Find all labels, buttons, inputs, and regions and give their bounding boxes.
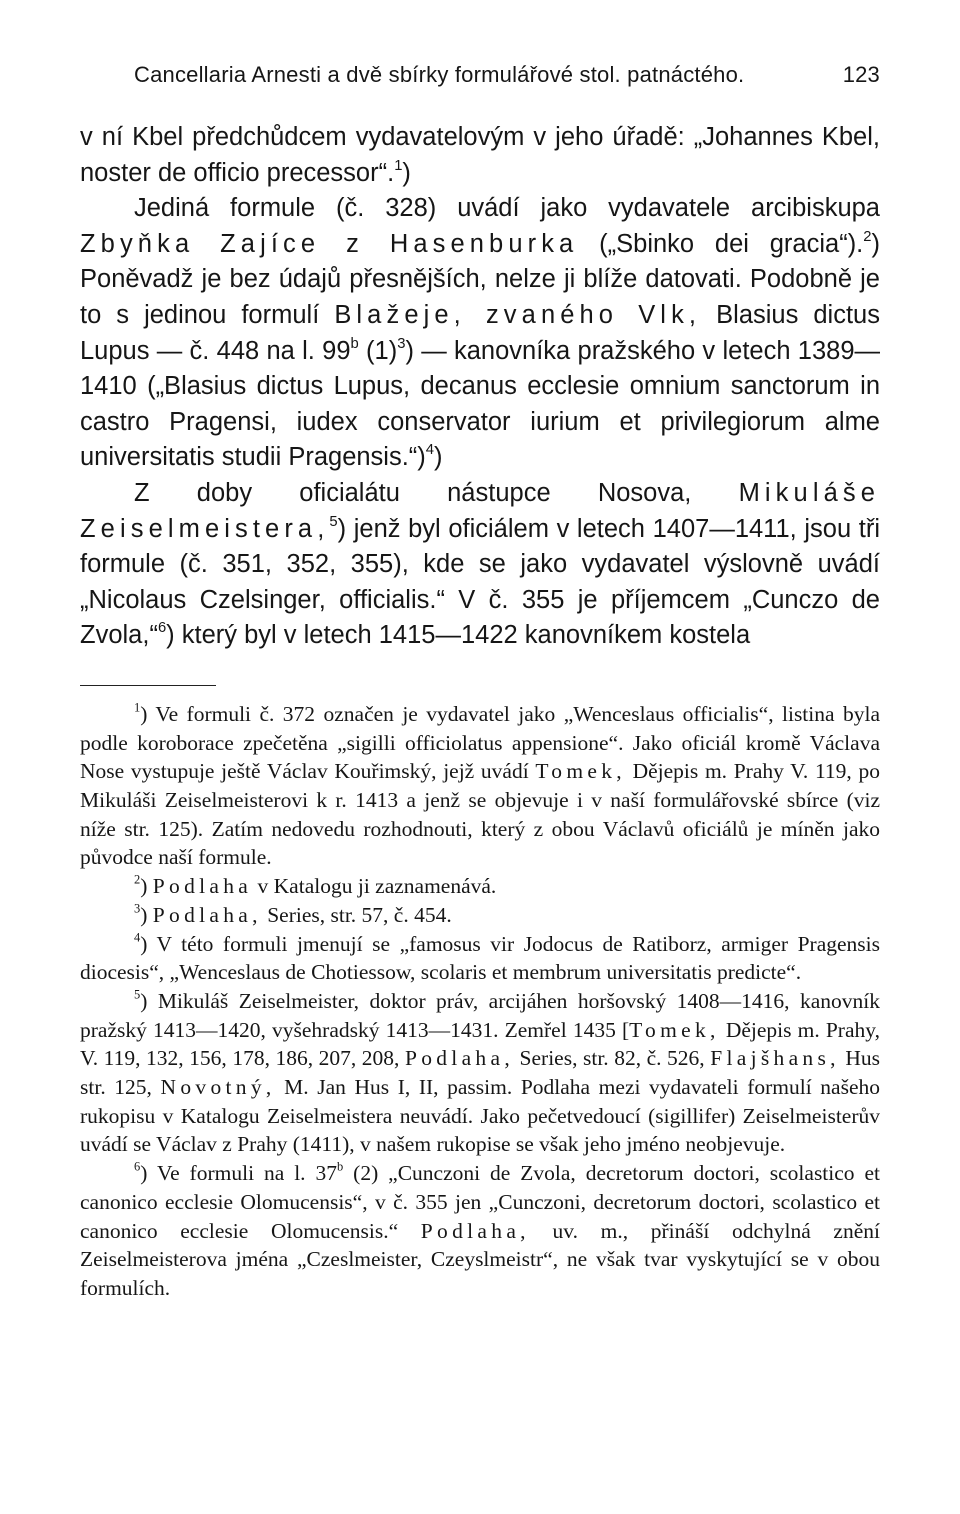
text-run: ) Ve formuli č. 372 označen je vydavatel jako „Wenceslaus officialis“, listina byla podle koroborace zpečetěna „sigilli officiolatus appensione“. Jako oficiál kromě Václava Nose vystupuje ještě Václav Kouřimský, jejž uvádí [80, 701, 880, 784]
footnote-mark: 4 [134, 930, 141, 945]
spaced-author: Novotný, [160, 1075, 276, 1100]
main-text [80, 120, 880, 654]
text-run: („Sbinko dei gracia“). [578, 229, 864, 258]
text-run: ) jenž byl oficiálem v letech 1407—1411, jsou tři formule (č. 351, 352, 355), kde se jako vydavatel výslovně uvádí „Nicolaus Czelsinger, officialis.“ V č. 355 je příjemcem „Cunczo de Zvola,“ [80, 514, 880, 650]
book-page [80, 62, 880, 1303]
footnote-mark: 1 [134, 700, 141, 715]
text-run: ) Ve formuli na l. 37 [140, 1161, 337, 1186]
text-run: Hus str. 125, [80, 1046, 880, 1100]
footnote-mark: 2 [134, 872, 141, 887]
spaced-name: Blažeje, zvaného Vlk, [334, 300, 702, 329]
footnote-divider [80, 685, 216, 686]
footnote-6 [80, 1159, 880, 1303]
running-title: Cancellaria Arnesti a dvě sbírky formulářové stol. patnáctého. [134, 62, 745, 87]
text-run: Dějepis m. Prahy V. 119, po Mikuláši Zeiselmeisterovi k r. 1413 a jenž se objevuje i v naší formulářovské sbírce (viz níže str. 125). Zatím nedovedu rozhodnouti, který z obou Václavů oficiálů je míněn jako původce naší formule. [80, 759, 880, 870]
running-header [80, 62, 880, 96]
text-run: ) [434, 443, 443, 472]
text-run: Series, str. 82, č. 526, [514, 1046, 711, 1071]
spaced-author: Tomek, [629, 1017, 720, 1042]
footnote-4 [80, 930, 880, 987]
footnote-ref-2: 2 [863, 228, 872, 245]
footnote-3 [80, 901, 880, 930]
footnote-ref-1: 1 [394, 157, 403, 174]
text-run: ) [140, 874, 153, 899]
text-run: ) [402, 158, 411, 187]
text-run: ) Poněvadž je bez údajů přesnějších, nelze ji blíže datovati. Podobně je to s jedinou formulí [80, 229, 880, 329]
folio-superscript: b [350, 335, 359, 352]
text-run: Blasius dictus Lupus — č. 448 na l. 99 [80, 300, 880, 365]
spaced-author: Podlaha, [420, 1218, 530, 1243]
text-run: uv. m., přináší odchylná znění Zeiselmeisterova jména „Czeslmeister, Czeyslmeistr“, ne však tvar vyskytující se v obou formulích. [80, 1218, 880, 1300]
page-number: 123 [842, 62, 880, 87]
spaced-author: Flajšhans, [710, 1046, 840, 1071]
footnote-mark: 6 [134, 1159, 141, 1174]
text-run: v Katalogu ji zaznamenává. [252, 874, 497, 899]
text-run: Z doby oficialátu nástupce Nosova, [134, 478, 739, 507]
spaced-author: Tomek, [535, 759, 626, 784]
footnote-mark: 5 [134, 987, 141, 1002]
text-run: Jediná formule (č. 328) uvádí jako vydavatele arcibiskupa [134, 194, 880, 223]
text-run: Series, str. 57, č. 454. [261, 902, 452, 927]
spaced-author: Podlaha, [404, 1046, 514, 1071]
footnote-ref-4: 4 [425, 442, 435, 459]
spaced-name: Mikuláše Zeiselmeistera, [80, 478, 880, 543]
footnote-mark: 3 [134, 901, 141, 916]
footnote-5 [80, 987, 880, 1159]
footnote-ref-3: 3 [397, 335, 406, 352]
footnote-ref-6: 6 [157, 620, 167, 637]
text-run: ) který byl v letech 1415—1422 kanovníkem kostela [166, 621, 751, 650]
footnote-2 [80, 872, 880, 901]
text-run: ) [140, 902, 153, 927]
paragraph-2 [80, 191, 880, 476]
footnotes [80, 700, 880, 1303]
folio-superscript: b [337, 1159, 344, 1174]
text-run: (2) „Cunczoni de Zvola, decretorum doctori, scolastico et canonico ecclesie Olomucensis“, v č. 355 jen „Cunczoni, decretorum doctori, scolastico et canonico ecclesie Olomucensis.“ [80, 1161, 881, 1243]
text-run: ) V této formuli jmenují se „famosus vir Jodocus de Ratiborz, armiger Pragensis diocesis“, „Wenceslaus de Chotiessow, scolaris et membrum universitatis predicte“. [80, 931, 880, 985]
footnote-ref-5: 5 [329, 513, 338, 530]
text-run: Dějepis m. Prahy, V. 119, 132, 156, 178, 186, 207, 208, [80, 1017, 880, 1071]
text-run: ) Mikuláš Zeiselmeister, doktor práv, arcijáhen horšovský 1408—1416, kanovník pražský 1413—1420, vyšehradský 1413—1431. Zemřel 1435 [ [80, 988, 880, 1042]
text-run: M. Jan Hus I, II, passim. Podlaha mezi vydavateli formulí našeho rukopisu v Katalogu Zeiselmeistera neuvádí. Jako pečetvedoucí (sigillifer) Zeiselmeisterův uvádí se Václav z Prahy (1411), v našem rukopise se však jeho jméno neobjevuje. [80, 1075, 880, 1157]
paragraph-1 [80, 120, 880, 191]
paragraph-3 [80, 476, 880, 654]
spaced-author: Podlaha [152, 874, 253, 899]
text-run: v ní Kbel předchůdcem vydavatelovým v jeho úřadě: „Johannes Kbel, noster de officio precessor“. [80, 123, 880, 187]
text-run: ) — kanovníka pražského v letech 1389—1410 („Blasius dictus Lupus, decanus ecclesie omnium sanctorum in castro Pragensi, iudex conservator iurium et privilegiorum alme universitatis studii Pragensis.“) [80, 336, 881, 472]
spaced-name: Zbyňka Zajíce z Hasenburka [80, 229, 579, 258]
text-run: (1) [358, 336, 398, 365]
spaced-author: Podlaha, [152, 902, 262, 927]
footnote-1 [80, 700, 880, 872]
